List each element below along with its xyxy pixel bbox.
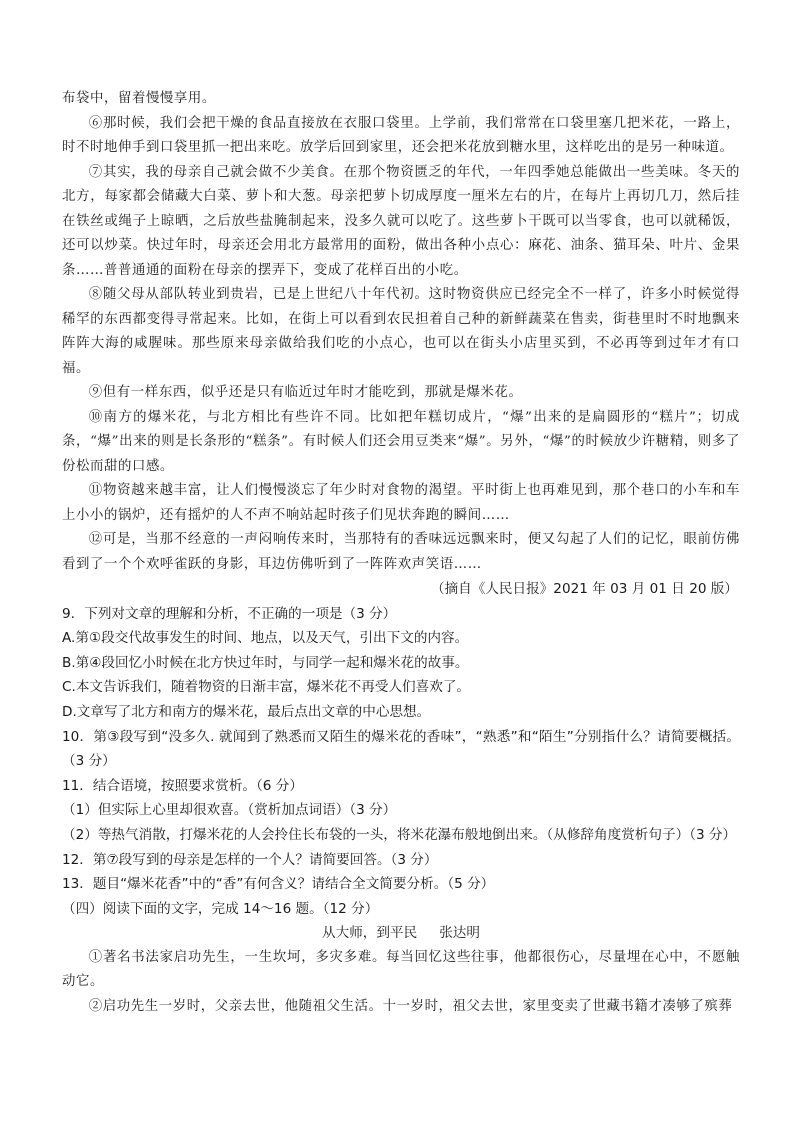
question-11-part-2: （2）等热气消散，打爆米花的人会拎住长布袋的一头，将米花瀑布般地倒出来。（从修辞角度赏析句子）（3 分）	[62, 826, 737, 843]
passage-paragraph: ⑫可是，当那不经意的一声闷响传来时，当那特有的香味远远飘来时，便又勾起了人们的记忆，眼前仿佛看到了一个个欢呼雀跃的身影，耳边仿佛听到了一阵阵欢声笑语……	[62, 532, 740, 572]
article-title: 从大师，到平民	[322, 925, 418, 942]
article-title-line	[62, 921, 740, 946]
passage-source: （摘自《人民日报》2021 年 03 月 01 日 20 版）	[430, 581, 738, 597]
article-paragraph: ①著名书法家启功先生，一生坎坷，多灾多难。每当回忆这些往事，他都很伤心，尽量埋在心中，不愿触动它。	[62, 949, 740, 990]
passage-section	[62, 87, 740, 577]
article-author: 张达明	[439, 925, 480, 942]
option-a: A.第①段交代故事发生的时间、地点，以及天气，引出下文的内容。	[62, 630, 469, 647]
passage-paragraph: ⑪物资越来越丰富，让人们慢慢淡忘了年少时对食物的渴望。平时街上也再难见到，那个巷口的小车和车上小小的锅炉，还有摇炉的人不声不响站起时孩子们见状奔跑的瞬间……	[62, 483, 740, 523]
passage-paragraph: 布袋中，留着慢慢享用。	[62, 91, 216, 106]
section-4-heading: （四）阅读下面的文字，完成 14～16 题。（12 分）	[62, 900, 379, 917]
questions-section	[62, 602, 740, 922]
option-b: B.第④段回忆小时候在北方快过年时，与同学一起和爆米花的故事。	[62, 654, 469, 671]
option-d: D.文章写了北方和南方的爆米花，最后点出文章的中心思想。	[62, 703, 431, 720]
question-11-part-1: （1）但实际上心里却很欢喜。（赏析加点词语）（3 分）	[62, 802, 397, 819]
option-c: C.本文告诉我们，随着物资的日渐丰富，爆米花不再受人们喜欢了。	[62, 679, 471, 696]
question-9: 9．下列对文章的理解和分析，不正确的一项是（3 分）	[62, 605, 397, 622]
question-11: 11．结合语境，按照要求赏析。（6 分）	[62, 777, 303, 794]
question-10: 10．第③段写到“没多久. 就闻到了熟悉而又陌生的爆米花的香味”，“熟悉”和“陌生”分别指什么？请简要概括。（3 分）	[62, 728, 740, 770]
passage-paragraph: ⑩南方的爆米花，与北方相比有些许不同。比如把年糕切成片，“爆”出来的是扁圆形的“糕片”；切成条，“爆”出来的则是长条形的“糕条”。有时候人们还会用豆类来“爆”。另外，“爆”的时候放少许糖精，则多了份松而甜的口感。	[62, 409, 740, 474]
article-paragraph: ②启功先生一岁时，父亲去世，他随祖父生活。十一岁时，祖父去世，家里变卖了世藏书籍才凑够了殡葬	[88, 998, 733, 1014]
question-12: 12．第⑦段写到的母亲是怎样的一个人？请简要回答。（3 分）	[62, 851, 438, 868]
passage-paragraph: ⑦其实，我的母亲自己就会做不少美食。在那个物资匮乏的年代，一年四季她总能做出一些美味。冬天的北方，每家都会储藏大白菜、萝卜和大葱。母亲把萝卜切成厚度一厘米左右的片，在每片上再切几刀，然后挂在铁丝或绳子上晾晒，之后放些盐腌制起来，没多久就可以吃了。这些萝卜干既可以当零食，也可以就稀饭，还可以炒菜。快过年时，母亲还会用北方最常用的面粉，做出各种小点心：麻花、油条、猫耳朵、叶片、金果条……普普通通的面粉在母亲的摆弄下，变成了花样百出的小吃。	[62, 164, 740, 278]
question-13: 13．题目“爆米花香”中的“香”有何含义？请结合全文简要分析。（5 分）	[62, 876, 495, 893]
passage-paragraph: ⑥那时候，我们会把干燥的食品直接放在衣服口袋里。上学前，我们常常在口袋里塞几把米花，一路上，时不时地伸手到口袋里抓一把出来吃。放学后回到家里，还会把米花放到糖水里，这样吃出的是另一种味道。	[62, 115, 740, 155]
article2-section	[62, 946, 740, 1020]
passage-paragraph: ⑨但有一样东西，似乎还是只有临近过年时才能吃到，那就是爆米花。	[88, 385, 523, 400]
passage-paragraph: ⑧随父母从部队转业到贵岩，已是上世纪八十年代初。这时物资供应已经完全不一样了，许多小时候觉得稀罕的东西都变得寻常起来。比如，在街上可以看到农民担着自己种的新鲜蔬菜在售卖，街巷里时不时地飘来阵阵大海的咸腥味。那些原来母亲做给我们吃的小点心，也可以在街头小店里买到，不必再等到过年才有口福。	[62, 287, 740, 376]
